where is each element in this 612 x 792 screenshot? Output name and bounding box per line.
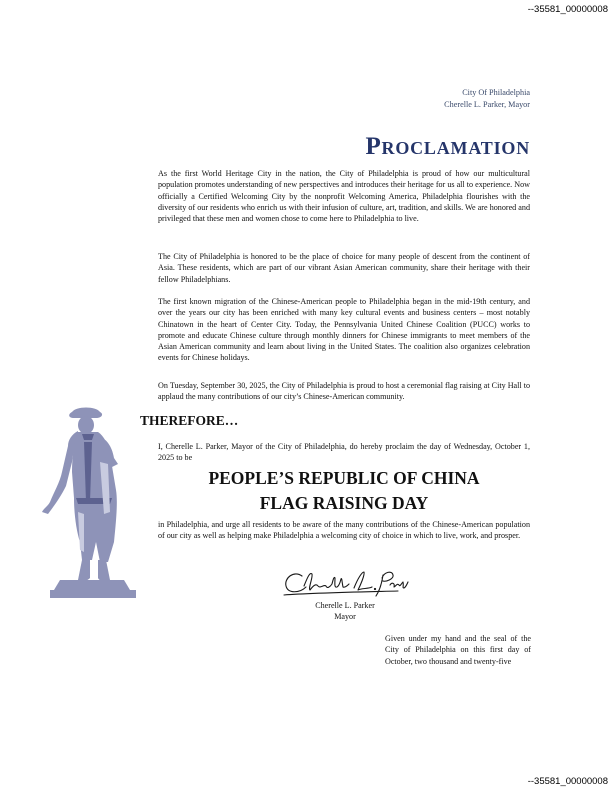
closing-text: in Philadelphia, and urge all residents to be aware of the many contributions of the Chinese-American population of our city as well as helping make Philadelphia a welcoming city of choice in which to live, work, and prosper. <box>158 520 530 541</box>
day-name-line-1: PEOPLE’S REPUBLIC OF CHINA <box>208 468 480 488</box>
therefore-heading: THEREFORE… <box>140 413 239 428</box>
paragraph-1: As the first World Heritage City in the nation, the City of Philadelphia is proud of how our multicultural population promotes understanding of new perspectives and introduces their heritage for us all to experience. Now officially a Certified Welcoming City by the nonprofit Welcoming America, Philadelphia flourishes with the diversity of our residents who enrich us with their infusion of culture, art, tradition, and skills. We are honored and privileged that these men and women chose to come here to Philadelphia to live. <box>158 169 530 224</box>
bates-number-top: --35581_00000008 <box>527 4 608 15</box>
william-penn-statue-image <box>38 402 143 602</box>
proclamation-title: Proclamation <box>365 133 530 160</box>
bates-number-bottom: --35581_00000008 <box>527 776 608 787</box>
office-city: City Of Philadelphia <box>462 88 530 97</box>
paragraph-2: The City of Philadelphia is honored to be the place of choice for many people of descent from the continent of Asia. These residents, which are part of our vibrant Asian American community, share their heritage with their fellow Philadelphians. <box>158 252 530 284</box>
signature-block <box>280 566 410 622</box>
proclaim-text: I, Cherelle L. Parker, Mayor of the City of Philadelphia, do hereby proclaim the day of Wednesday, October 1, 2025 to be <box>158 442 530 463</box>
signatory-title: Mayor <box>334 612 356 621</box>
given-under-seal-text: Given under my hand and the seal of the City of Philadelphia on this first day of October, two thousand and twenty-five <box>385 634 531 666</box>
signatory-name: Cherelle L. Parker <box>315 601 375 610</box>
paragraph-3: The first known migration of the Chinese-American people to Philadelphia began in the mid-19th century, and over the years our city has been enriched with many key cultural events and business centers – most notably Chinatown in the heart of Center City. Today, the Pennsylvania United Chinese Coalition (PUCC) works to promote and educate Chinese culture through monthly dinners for Chinese immigrants to meet members of the Asian American community and learn about living in the United States. The coalition also organizes celebration events for Chinese holidays. <box>158 297 530 363</box>
signature-image <box>280 566 410 600</box>
paragraph-4: On Tuesday, September 30, 2025, the City of Philadelphia is proud to host a ceremonial flag raising at City Hall to applaud the many contributions of our city’s Chinese-American community. <box>158 381 530 402</box>
day-name-line-2: FLAG RAISING DAY <box>259 493 429 513</box>
office-mayor: Cherelle L. Parker, Mayor <box>444 100 530 109</box>
office-header <box>444 87 530 111</box>
